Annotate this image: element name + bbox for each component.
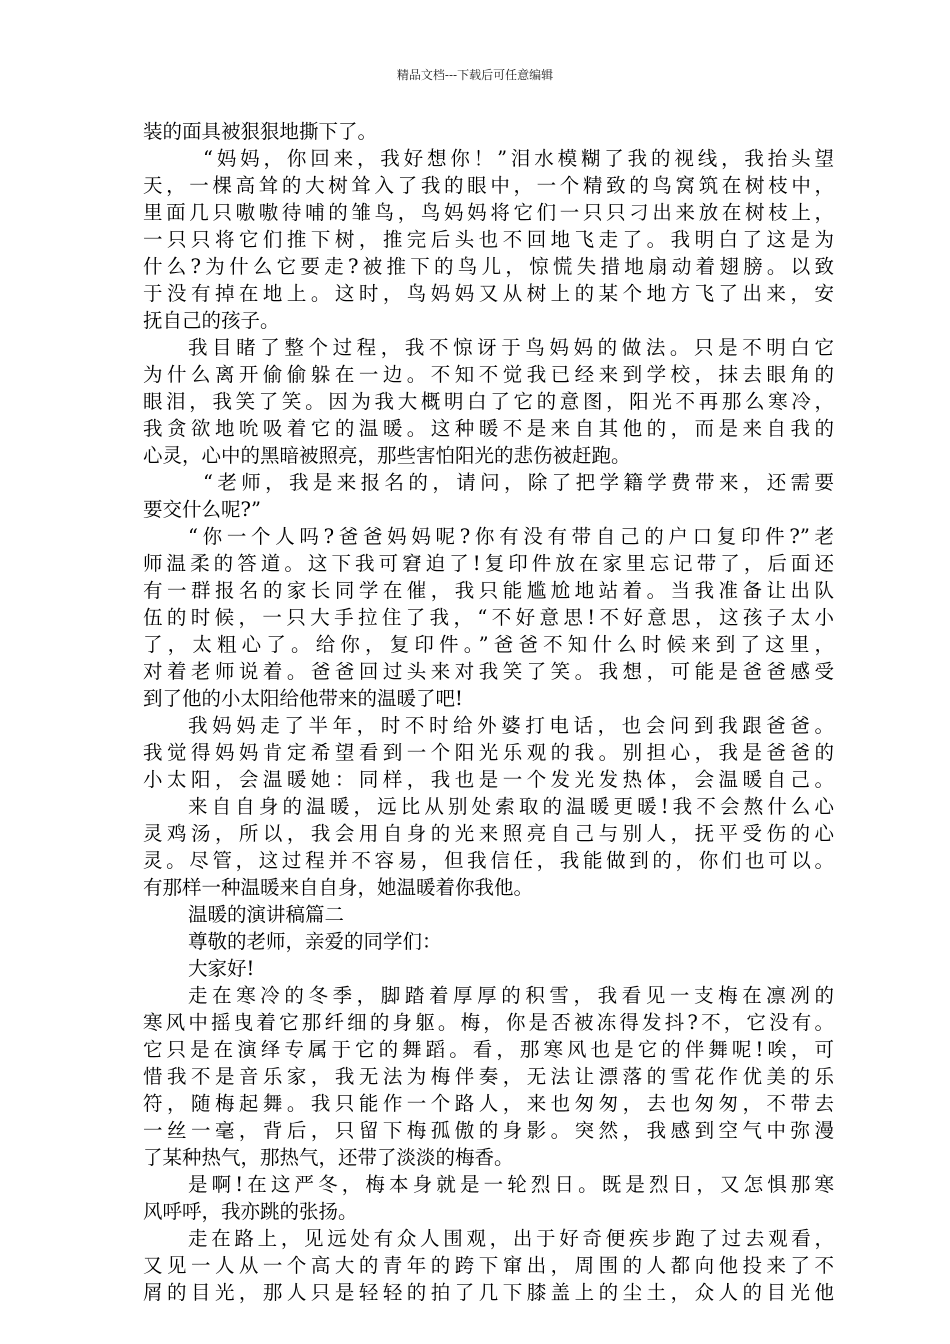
text-line: 惜我不是音乐家，我无法为梅伴奏，无法让漂落的雪花作优美的乐 xyxy=(143,1065,834,1088)
text-line: 灵鸡汤，所以，我会用自身的光来照亮自己与别人，抚平受伤的心 xyxy=(143,822,834,845)
text-line: “妈妈，你回来，我好想你！”泪水模糊了我的视线，我抬头望 xyxy=(203,147,834,170)
text-line: 我妈妈走了半年，时不时给外婆打电话，也会问到我跟爸爸。 xyxy=(188,714,834,737)
text-line: 又见一人从一个高大的青年的跨下窜出，周围的人都向他投来了不 xyxy=(143,1254,834,1277)
text-line: 寒风中摇曳着它那纤细的身躯。梅，你是否被冻得发抖?不，它没有。 xyxy=(143,1011,834,1034)
text-line: 一丝一毫，背后，只留下梅孤傲的身影。突然，我感到空气中弥漫 xyxy=(143,1119,834,1142)
text-line: 符，随梅起舞。我只能作一个路人，来也匆匆，去也匆匆，不带去 xyxy=(143,1092,834,1115)
text-line: 灵。尽管，这过程并不容易，但我信任，我能做到的，你们也可以。 xyxy=(143,849,834,872)
text-line: “你一个人吗?爸爸妈妈呢?你有没有带自己的户口复印件?”老 xyxy=(188,525,834,548)
text-line: 对着老师说着。爸爸回过头来对我笑了笑。我想，可能是爸爸感受 xyxy=(143,660,834,683)
text-line: 心灵，心中的黑暗被照亮，那些害怕阳光的悲伤被赶跑。 xyxy=(143,444,631,467)
text-line: 有那样一种温暖来自自身，她温暖着你我他。 xyxy=(143,876,534,899)
text-line: 大家好! xyxy=(188,957,255,980)
document-body xyxy=(143,118,834,1306)
text-line: 尊敬的老师，亲爱的同学们： xyxy=(188,930,442,953)
text-line: 里面几只嗷嗷待哺的雏鸟，鸟妈妈将它们一只只刁出来放在树枝上， xyxy=(143,201,834,224)
text-line: 抚自己的孩子。 xyxy=(143,309,280,332)
page-header: 精品文档---下载后可任意编辑 xyxy=(396,68,554,82)
text-line: 我觉得妈妈肯定希望看到一个阳光乐观的我。别担心，我是爸爸的 xyxy=(143,741,834,764)
text-line: 了，太粗心了。给你，复印件。”爸爸不知什么时候来到了这里， xyxy=(143,633,834,656)
text-line: 是啊!在这严冬，梅本身就是一轮烈日。既是烈日，又怎惧那寒 xyxy=(188,1173,834,1196)
text-line: “老师，我是来报名的，请问，除了把学籍学费带来，还需要 xyxy=(203,471,834,494)
text-line: 一只只将它们推下树，推完后头也不回地飞走了。我明白了这是为 xyxy=(143,228,834,251)
text-line: 到了他的小太阳给他带来的温暖了吧! xyxy=(143,687,463,710)
text-line: 它只是在演绎专属于它的舞蹈。看，那寒风也是它的伴舞呢!唉，可 xyxy=(143,1038,834,1061)
text-line: 了某种热气，那热气，还带了淡淡的梅香。 xyxy=(143,1146,514,1169)
text-line: 要交什么呢?” xyxy=(143,498,261,521)
text-line: 小太阳，会温暖她：同样，我也是一个发光发热体，会温暖自己。 xyxy=(143,768,834,791)
text-line: 走在寒冷的冬季，脚踏着厚厚的积雪，我看见一支梅在凛冽的 xyxy=(188,984,834,1007)
text-line: 来自自身的温暖，远比从别处索取的温暖更暖!我不会熬什么心 xyxy=(188,795,834,818)
text-line: 温暖的演讲稿篇二 xyxy=(188,903,345,926)
text-line: 我贪欲地吮吸着它的温暖。这种暖不是来自其他的，而是来自我的 xyxy=(143,417,834,440)
text-line: 风呼呼，我亦跳的张扬。 xyxy=(143,1200,358,1223)
text-line: 师温柔的答道。这下我可窘迫了!复印件放在家里忘记带了，后面还 xyxy=(143,552,834,575)
text-line: 于没有掉在地上。这时，鸟妈妈又从树上的某个地方飞了出来，安 xyxy=(143,282,834,305)
text-line: 眼泪，我笑了笑。因为我大概明白了它的意图，阳光不再那么寒冷， xyxy=(143,390,834,413)
text-line: 屑的目光，那人只是轻轻的拍了几下膝盖上的尘土，众人的目光他 xyxy=(143,1281,834,1304)
text-line: 有一群报名的家长同学在催，我只能尴尬地站着。当我准备让出队 xyxy=(143,579,834,602)
text-line: 我目睹了整个过程，我不惊讶于鸟妈妈的做法。只是不明白它 xyxy=(188,336,834,359)
text-line: 为什么离开偷偷躲在一边。不知不觉我已经来到学校，抹去眼角的 xyxy=(143,363,834,386)
text-line: 走在路上，见远处有众人围观，出于好奇便疾步跑了过去观看， xyxy=(188,1227,834,1250)
text-line: 天，一棵高耸的大树耸入了我的眼中，一个精致的鸟窝筑在树枝中， xyxy=(143,174,834,197)
text-line: 什么?为什么它要走?被推下的鸟儿，惊慌失措地扇动着翅膀。以致 xyxy=(143,255,834,278)
text-line: 装的面具被狠狠地撕下了。 xyxy=(143,120,378,143)
text-line: 伍的时候，一只大手拉住了我，“不好意思!不好意思，这孩子太小 xyxy=(143,606,834,629)
